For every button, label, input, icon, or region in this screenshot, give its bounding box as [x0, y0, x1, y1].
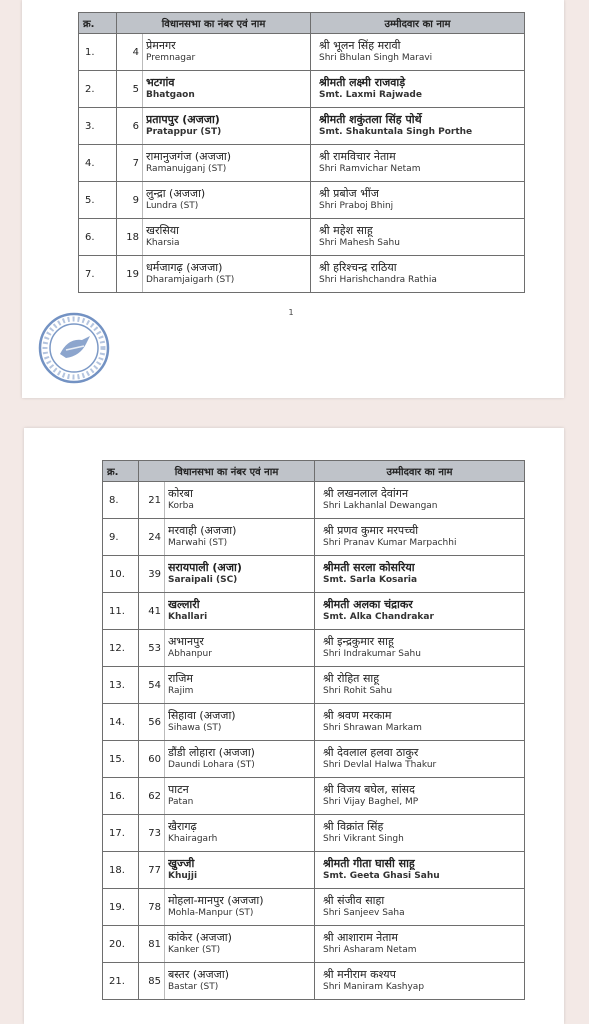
constituency-name-english: Kharsia: [146, 238, 180, 248]
constituency-name-english: Kanker (ST): [168, 945, 221, 955]
constituency-name-english: Sihawa (ST): [168, 723, 222, 733]
candidate-name-english: Shri Vijay Baghel, MP: [323, 797, 419, 807]
constituency-number: 19: [117, 256, 143, 293]
table-row: [79, 34, 525, 71]
candidate-name: [311, 182, 525, 219]
constituency-name-hindi: खरसिया: [146, 224, 180, 237]
constituency-name-hindi: अभानपुर: [168, 635, 204, 648]
constituency-name-english: Korba: [168, 501, 194, 511]
constituency-name: [165, 482, 315, 519]
table-row: [79, 256, 525, 293]
constituency-name: [165, 704, 315, 741]
header-candidate: उम्मीदवार का नाम: [311, 13, 525, 34]
constituency-name-english: Daundi Lohara (ST): [168, 760, 255, 770]
candidate-name: [311, 219, 525, 256]
candidate-table-page-1: [78, 12, 525, 293]
serial-number: 1.: [79, 34, 117, 71]
table-row: [79, 108, 525, 145]
constituency-name: [143, 182, 311, 219]
constituency-name: [165, 519, 315, 556]
constituency-number: 6: [117, 108, 143, 145]
table-row: [103, 593, 525, 630]
constituency-number: 78: [139, 889, 165, 926]
candidate-name: [315, 778, 525, 815]
serial-number: 15.: [103, 741, 139, 778]
table-row: [103, 889, 525, 926]
constituency-number: 4: [117, 34, 143, 71]
constituency-number: 81: [139, 926, 165, 963]
constituency-name: [165, 593, 315, 630]
constituency-name: [165, 667, 315, 704]
header-constituency: विधानसभा का नंबर एवं नाम: [117, 13, 311, 34]
header-candidate: उम्मीदवार का नाम: [315, 461, 525, 482]
constituency-name-hindi: सरायपाली (अजा): [168, 561, 242, 574]
serial-number: 3.: [79, 108, 117, 145]
candidate-name-hindi: श्री संजीव साहा: [323, 894, 385, 907]
table-header-row: [103, 461, 525, 482]
constituency-number: 77: [139, 852, 165, 889]
constituency-name: [165, 741, 315, 778]
serial-number: 9.: [103, 519, 139, 556]
constituency-name: [143, 219, 311, 256]
constituency-name: [165, 926, 315, 963]
constituency-name-hindi: रामानुजगंज (अजजा): [146, 150, 232, 163]
constituency-name: [165, 963, 315, 1000]
serial-number: 14.: [103, 704, 139, 741]
constituency-name-english: Bhatgaon: [146, 90, 195, 100]
candidate-name-english: Shri Maniram Kashyap: [323, 982, 425, 992]
constituency-name-english: Khujji: [168, 871, 198, 881]
candidate-name-hindi: श्रीमती गीता घासी साहू: [323, 857, 415, 870]
candidate-name: [315, 852, 525, 889]
constituency-name-english: Rajim: [168, 686, 194, 696]
candidate-name-hindi: श्रीमती सरला कोसरिया: [323, 561, 415, 574]
constituency-name: [165, 556, 315, 593]
serial-number: 2.: [79, 71, 117, 108]
constituency-name: [143, 256, 311, 293]
constituency-number: 5: [117, 71, 143, 108]
table-row: [79, 71, 525, 108]
constituency-name-hindi: खुज्जी: [168, 857, 195, 870]
candidate-name: [315, 630, 525, 667]
candidate-name: [311, 145, 525, 182]
header-serial: क्र.: [103, 461, 139, 482]
serial-number: 12.: [103, 630, 139, 667]
constituency-number: 21: [139, 482, 165, 519]
candidate-name-english: Smt. Laxmi Rajwade: [319, 90, 422, 100]
candidate-name: [315, 704, 525, 741]
constituency-name: [143, 145, 311, 182]
constituency-name-hindi: राजिम: [168, 672, 193, 685]
constituency-name: [165, 815, 315, 852]
table-row: [103, 741, 525, 778]
table-row: [79, 145, 525, 182]
candidate-name: [315, 963, 525, 1000]
candidate-name-english: Shri Bhulan Singh Maravi: [319, 53, 433, 63]
candidate-name-english: Shri Praboj Bhinj: [319, 201, 394, 211]
candidate-name: [311, 71, 525, 108]
constituency-name-english: Marwahi (ST): [168, 538, 228, 548]
constituency-name-hindi: कांकेर (अजजा): [168, 931, 232, 944]
header-serial: क्र.: [79, 13, 117, 34]
serial-number: 5.: [79, 182, 117, 219]
constituency-name-english: Dharamjaigarh (ST): [146, 275, 235, 285]
candidate-name-english: Shri Shrawan Markam: [323, 723, 422, 733]
constituency-name-hindi: कोरबा: [168, 487, 193, 500]
constituency-name: [165, 778, 315, 815]
candidate-name-hindi: श्री आशाराम नेताम: [323, 931, 398, 944]
constituency-number: 7: [117, 145, 143, 182]
serial-number: 7.: [79, 256, 117, 293]
candidate-name: [315, 519, 525, 556]
serial-number: 16.: [103, 778, 139, 815]
constituency-name: [165, 852, 315, 889]
candidate-name: [311, 108, 525, 145]
serial-number: 11.: [103, 593, 139, 630]
table-row: [103, 852, 525, 889]
candidate-name-hindi: श्रीमती अलका चंद्राकर: [323, 598, 413, 611]
constituency-name-hindi: बस्तर (अजजा): [168, 968, 229, 981]
constituency-number: 73: [139, 815, 165, 852]
constituency-name: [143, 34, 311, 71]
constituency-number: 54: [139, 667, 165, 704]
document-page-1: [22, 0, 564, 398]
candidate-name-hindi: श्री हरिश्चन्द्र राठिया: [319, 261, 397, 274]
serial-number: 6.: [79, 219, 117, 256]
constituency-name-hindi: खैरागढ़: [168, 820, 197, 833]
candidate-name-hindi: श्री रोहित साहू: [323, 672, 380, 685]
candidate-name-hindi: श्री विजय बघेल, सांसद: [323, 783, 415, 796]
constituency-name-hindi: लुन्द्रा (अजजा): [146, 187, 206, 200]
candidate-name-hindi: श्री देवलाल हलवा ठाकुर: [323, 746, 419, 759]
candidate-name: [315, 482, 525, 519]
candidate-name-english: Shri Devlal Halwa Thakur: [323, 760, 437, 770]
candidate-name: [315, 926, 525, 963]
constituency-name-hindi: प्रेमनगर: [146, 39, 176, 52]
candidate-name-hindi: श्री प्रबोज भींज: [319, 187, 379, 200]
candidate-name-hindi: श्री रामविचार नेताम: [319, 150, 396, 163]
table-row: [103, 519, 525, 556]
candidate-name-english: Shri Indrakumar Sahu: [323, 649, 421, 659]
constituency-name-english: Ramanujganj (ST): [146, 164, 227, 174]
table-row: [103, 815, 525, 852]
table-header-row: [79, 13, 525, 34]
constituency-number: 62: [139, 778, 165, 815]
candidate-name-english: Shri Asharam Netam: [323, 945, 417, 955]
table-row: [103, 630, 525, 667]
constituency-name-hindi: मरवाही (अजजा): [168, 524, 237, 537]
constituency-name-english: Khallari: [168, 612, 208, 622]
candidate-name-english: Shri Harishchandra Rathia: [319, 275, 437, 285]
document-page-2: [24, 428, 564, 1024]
candidate-name-hindi: श्री श्रवण मरकाम: [323, 709, 392, 722]
constituency-name-hindi: सिहावा (अजजा): [168, 709, 236, 722]
table-row: [103, 926, 525, 963]
table-row: [103, 556, 525, 593]
constituency-name: [165, 630, 315, 667]
constituency-number: 24: [139, 519, 165, 556]
candidate-name-hindi: श्री विक्रांत सिंह: [323, 820, 384, 833]
candidate-name-english: Smt. Geeta Ghasi Sahu: [323, 871, 440, 881]
page-number: 1: [288, 308, 294, 317]
candidate-name-english: Shri Rohit Sahu: [323, 686, 393, 696]
constituency-name: [165, 889, 315, 926]
constituency-name: [143, 108, 311, 145]
constituency-name-english: Premnagar: [146, 53, 196, 63]
candidate-name-english: Shri Lakhanlal Dewangan: [323, 501, 438, 511]
candidate-name-english: Smt. Alka Chandrakar: [323, 612, 434, 622]
candidate-name-hindi: श्रीमती लक्ष्मी राजवाड़े: [319, 76, 406, 89]
candidate-table-page-2: [102, 460, 525, 1000]
constituency-name-hindi: खल्लारी: [168, 598, 200, 611]
constituency-name: [143, 71, 311, 108]
constituency-name-hindi: पाटन: [168, 783, 189, 796]
constituency-number: 56: [139, 704, 165, 741]
candidate-name-english: Shri Vikrant Singh: [323, 834, 404, 844]
candidate-name: [315, 815, 525, 852]
candidate-name: [315, 889, 525, 926]
constituency-name-english: Lundra (ST): [146, 201, 199, 211]
serial-number: 4.: [79, 145, 117, 182]
candidate-name: [311, 34, 525, 71]
serial-number: 20.: [103, 926, 139, 963]
table-row: [79, 182, 525, 219]
constituency-number: 18: [117, 219, 143, 256]
constituency-name-hindi: प्रतापपुर (अजजा): [146, 113, 220, 126]
party-seal-stamp-icon: [36, 310, 112, 386]
table-row: [103, 963, 525, 1000]
table-row: [103, 482, 525, 519]
table-row: [103, 704, 525, 741]
constituency-name-hindi: धर्मजागढ़ (अजजा): [146, 261, 223, 274]
table-body: [79, 34, 525, 293]
candidate-name-hindi: श्री मनीराम कश्यप: [323, 968, 396, 981]
constituency-number: 53: [139, 630, 165, 667]
candidate-name-hindi: श्री भूलन सिंह मरावी: [319, 39, 401, 52]
constituency-number: 9: [117, 182, 143, 219]
candidate-name-hindi: श्री इन्द्रकुमार साहू: [323, 635, 394, 648]
header-constituency: विधानसभा का नंबर एवं नाम: [139, 461, 315, 482]
candidate-name-english: Shri Sanjeev Saha: [323, 908, 405, 918]
candidate-name: [315, 593, 525, 630]
table-row: [103, 667, 525, 704]
candidate-name-english: Shri Ramvichar Netam: [319, 164, 421, 174]
constituency-number: 39: [139, 556, 165, 593]
table-body: [103, 482, 525, 1000]
candidate-name: [315, 741, 525, 778]
constituency-name-english: Mohla-Manpur (ST): [168, 908, 254, 918]
constituency-name-english: Saraipali (SC): [168, 575, 238, 585]
constituency-name-hindi: डौंडी लोहारा (अजजा): [168, 746, 255, 759]
serial-number: 19.: [103, 889, 139, 926]
candidate-name-english: Shri Mahesh Sahu: [319, 238, 400, 248]
constituency-number: 60: [139, 741, 165, 778]
candidate-name-english: Shri Pranav Kumar Marpachhi: [323, 538, 457, 548]
serial-number: 10.: [103, 556, 139, 593]
table-row: [79, 219, 525, 256]
candidate-name: [315, 667, 525, 704]
serial-number: 13.: [103, 667, 139, 704]
constituency-number: 85: [139, 963, 165, 1000]
serial-number: 18.: [103, 852, 139, 889]
constituency-name-hindi: मोहला-मानपुर (अजजा): [168, 894, 264, 907]
candidate-name-hindi: श्री प्रणव कुमार मरपच्ची: [323, 524, 419, 537]
serial-number: 21.: [103, 963, 139, 1000]
constituency-name-english: Bastar (ST): [168, 982, 219, 992]
candidate-name-hindi: श्री लखनलाल देवांगन: [323, 487, 409, 500]
candidate-name: [311, 256, 525, 293]
constituency-number: 41: [139, 593, 165, 630]
constituency-name-english: Patan: [168, 797, 194, 807]
candidate-name-hindi: श्री महेश साहू: [319, 224, 373, 237]
serial-number: 17.: [103, 815, 139, 852]
candidate-name-english: Smt. Sarla Kosaria: [323, 575, 418, 585]
constituency-name-english: Pratappur (ST): [146, 127, 222, 137]
constituency-name-hindi: भटगांव: [146, 76, 175, 89]
candidate-name: [315, 556, 525, 593]
candidate-name-hindi: श्रीमती शकुंतला सिंह पोर्थे: [319, 113, 422, 126]
constituency-name-english: Abhanpur: [168, 649, 212, 659]
constituency-name-english: Khairagarh: [168, 834, 218, 844]
candidate-name-english: Smt. Shakuntala Singh Porthe: [319, 127, 473, 137]
serial-number: 8.: [103, 482, 139, 519]
table-row: [103, 778, 525, 815]
